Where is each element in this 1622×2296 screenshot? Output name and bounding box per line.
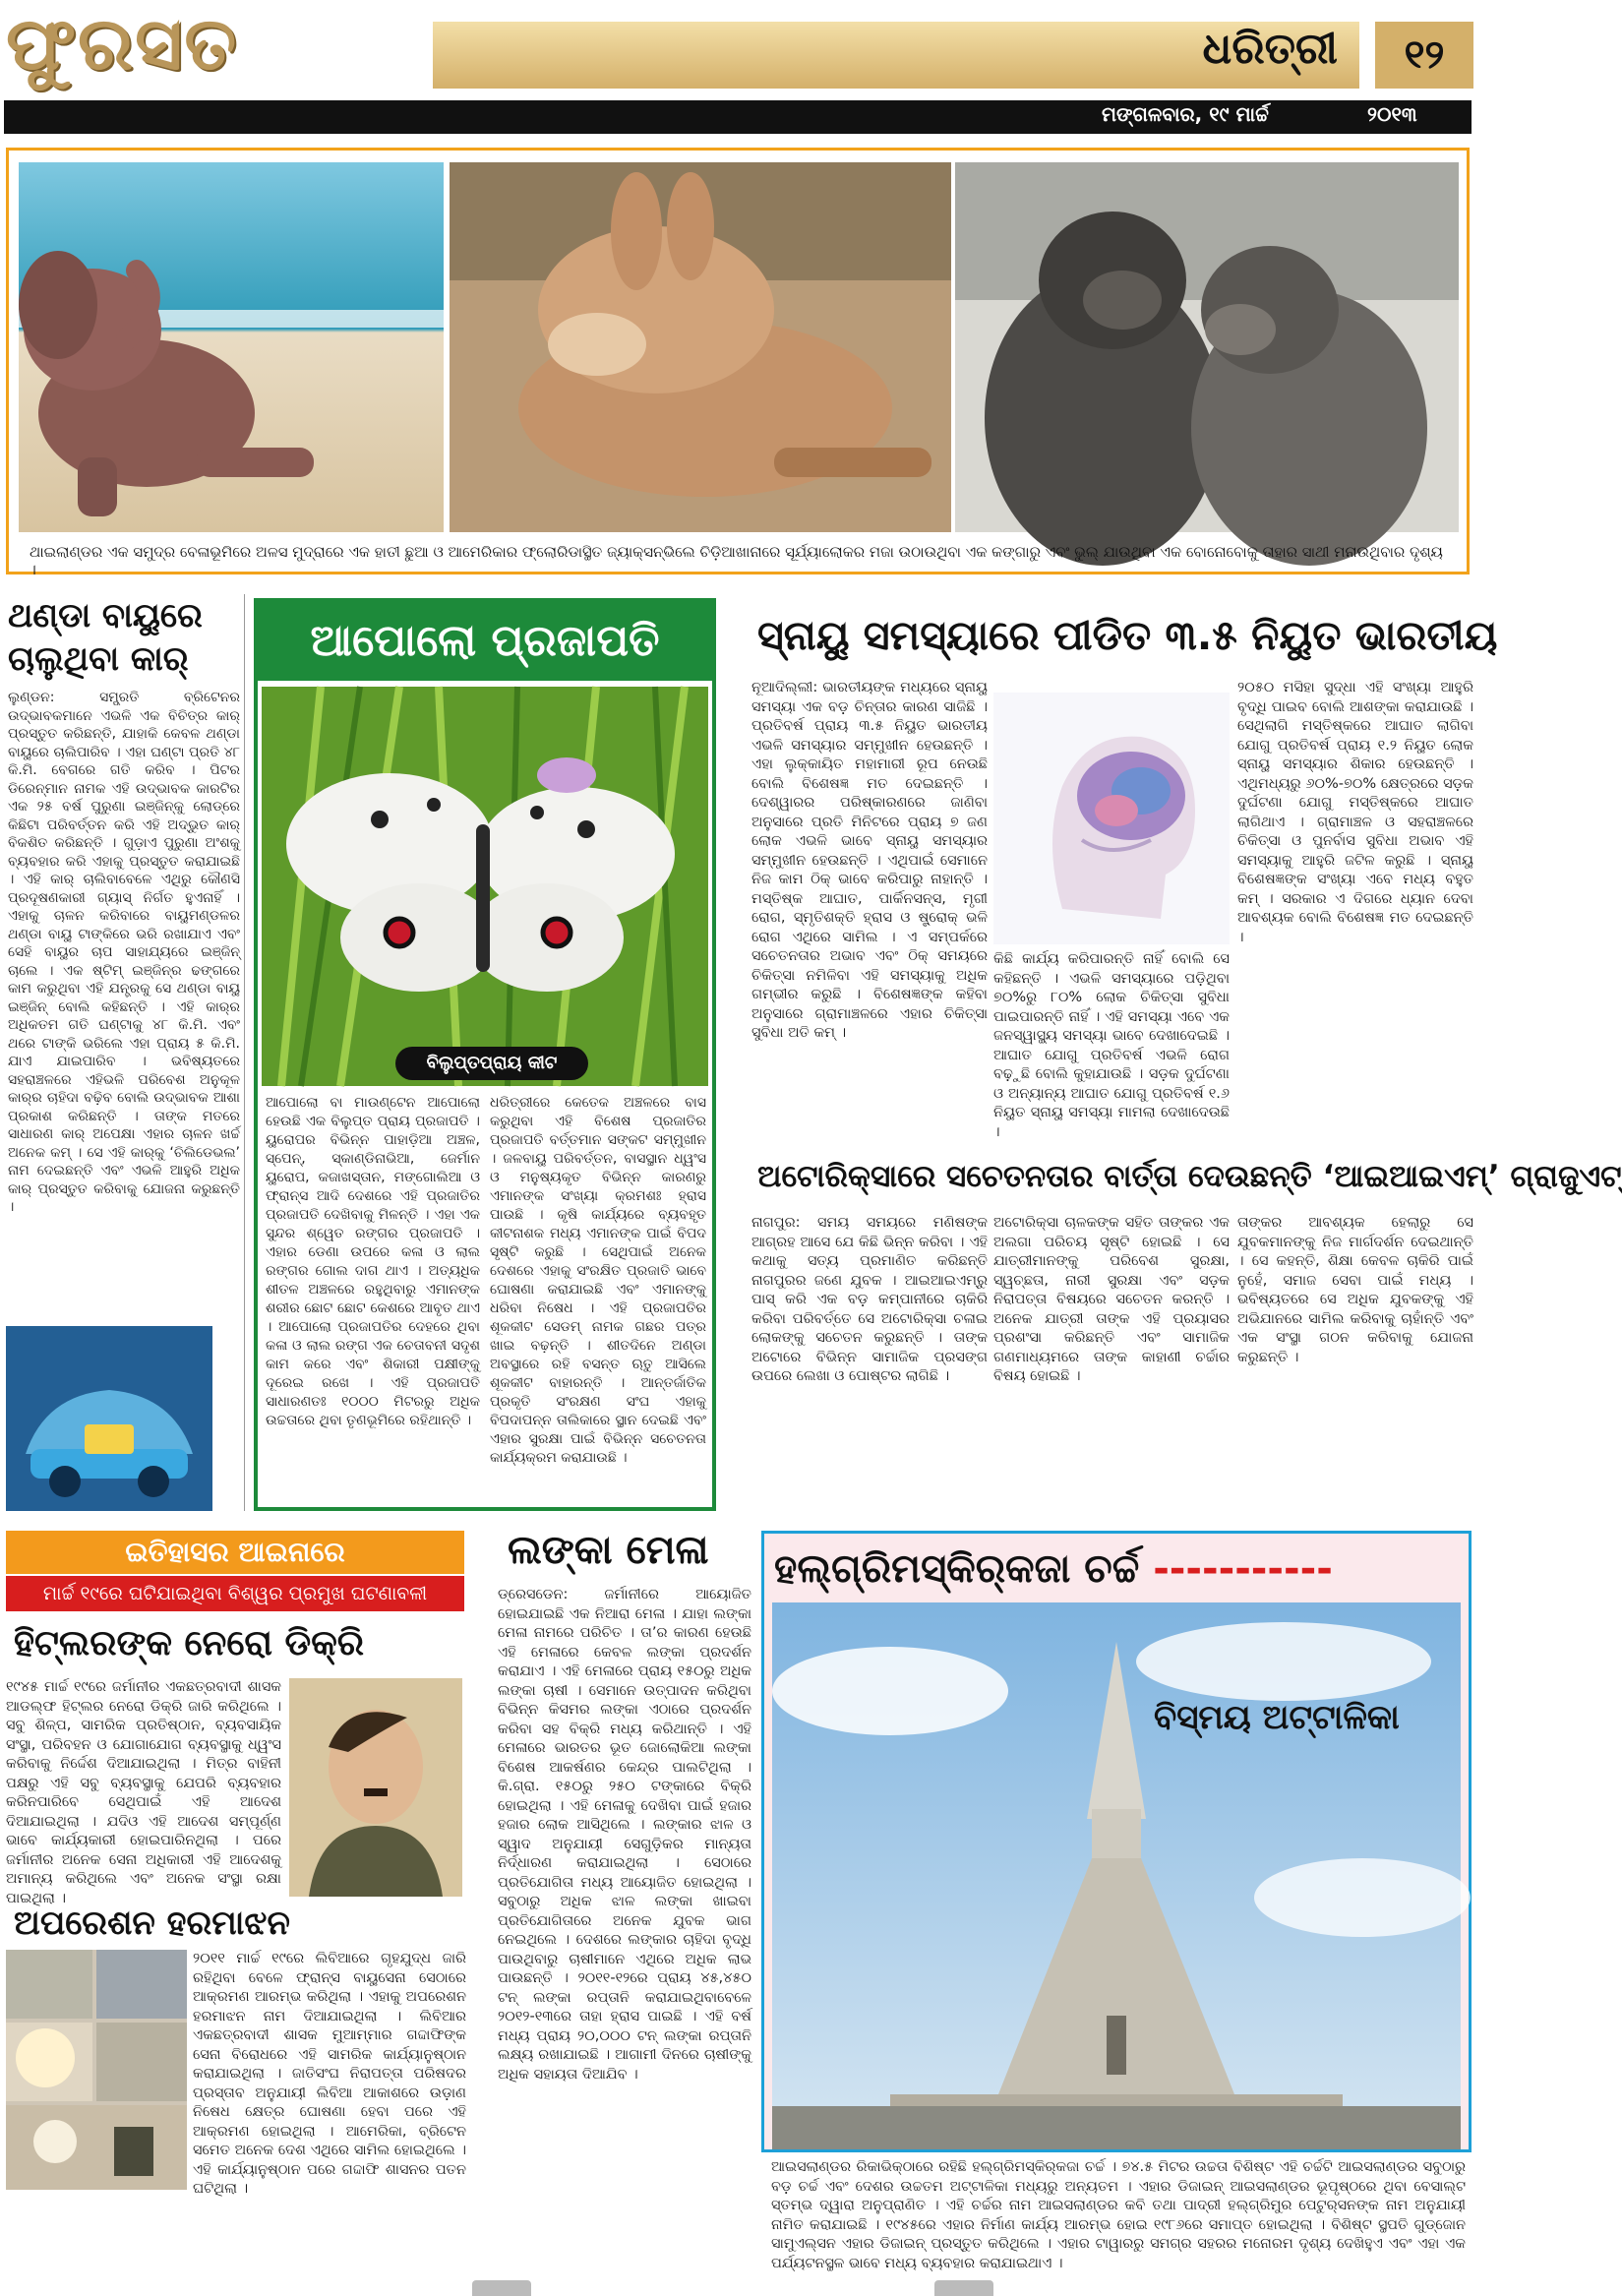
iim-body-col3: ତାଙ୍କର ଆବଶ୍ୟକ ହେଲାରୁ ସେ ଯୁବକମାନଙ୍କୁ ନିଜ ମାର୍ଗଦର୍ଶନ ଦେଇଥାନ୍ତି । ସେ କହନ୍ତି, ଶିକ୍ଷା କେବଳ ଚାକିରି ପାଇଁ ନୁହେଁ, ସମାଜ ସେବା ପାଇଁ ମଧ୍ୟ । ଭବିଷ୍ୟତରେ ସେ ଅଧିକ ଯୁବକଙ୍କୁ ଏହି ଅଭିଯାନରେ ସାମିଲ କରିବାକୁ ଚାହାଁନ୍ତି ଏବଂ ଏକ ସଂସ୍ଥା ଗଠନ କରିବାକୁ ଯୋଜନା କରୁଛନ୍ତି । [1237,1215,1473,1365]
footer-tab [934,2280,993,2296]
supplement-name: ଧରିତ୍ରୀ [1202,24,1338,74]
masthead-logo: ଫୁରସତ [6,2,239,87]
iim-headline: ଅଟୋରିକ୍ସାରେ ସଚେତନତାର ବାର୍ତ୍ତା ଦେଉଛନ୍ତି ‘ଆଇଆଇଏମ୍’ ଗ୍ରାଜୁଏଟ୍ [757,1159,1622,1194]
church-headline-dashes: ----------- [1153,1546,1333,1592]
butterfly-body-col2: ଧରିତ୍ରୀରେ କେତେକ ଅଞ୍ଚଳରେ ବାସ କରୁଥିବା ଏହି ବିଶେଷ ପ୍ରଜାତିର ପ୍ରଜାପତି ବର୍ତ୍ତମାନ ସଙ୍କଟ ସମ୍ମୁଖୀନ । ଜଳବାୟୁ ପରିବର୍ତ୍ତନ, ବାସସ୍ଥାନ ଧ୍ୱଂସ ଓ ମନୁଷ୍ୟକୃତ ବିଭିନ୍ନ କାରଣରୁ ଏମାନଙ୍କ ସଂଖ୍ୟା କ୍ରମଶଃ ହ୍ରାସ ପାଉଛି । କୃଷି କାର୍ଯ୍ୟରେ ବ୍ୟବହୃତ କୀଟନାଶକ ମଧ୍ୟ ଏମାନଙ୍କ ପାଇଁ ବିପଦ ସୃଷ୍ଟି କରୁଛି । ସେଥିପାଇଁ ଅନେକ ଦେଶରେ ଏହାକୁ ସଂରକ୍ଷିତ ପ୍ରଜାତି ଭାବେ ଘୋଷଣା କରାଯାଇଛି ଏବଂ ଏମାନଙ୍କୁ ଧରିବା ନିଷେଧ । ଏହି ପ୍ରଜାପତିର ଶୂକକୀଟ ସେଡମ୍ ନାମକ ଗଛର ପତ୍ର ଖାଇ ବଢ଼ନ୍ତି । ଶୀତଦିନେ ଅଣ୍ଡା ଅବସ୍ଥାରେ ରହି ବସନ୍ତ ଋତୁ ଆସିଲେ ଶୂକକୀଟ ବାହାରନ୍ତି । ଆନ୍ତର୍ଜାତିକ ପ୍ରକୃତି ସଂରକ୍ଷଣ ସଂଘ ଏହାକୁ ବିପଦାପନ୍ନ ତାଲିକାରେ ସ୍ଥାନ ଦେଇଛି ଏବଂ ଏହାର ସୁରକ୍ଷା ପାଇଁ ବିଭିନ୍ନ ସଚେତନତା କାର୍ଯ୍ୟକ୍ରମ କରାଯାଉଛି । [490,1095,706,1466]
issue-year: ୨୦୧୩ [1367,102,1417,126]
baby-elephant-photo [19,162,444,532]
hitler-portrait [289,1678,462,1897]
kangaroo-photo [450,162,951,532]
car-photo [6,1326,212,1511]
car-body: ଲୁଣ୍ଡନ: ସମ୍ପ୍ରତି ବ୍ରିଟେନର ଉଦ୍ଭାବକମାନେ ଏଭଳି ଏକ ବିଚିତ୍ର କାର୍ ପ୍ରସ୍ତୁତ କରିଛନ୍ତି, ଯାହାକି କେବଳ ଥଣ୍ଡା ବାୟୁରେ ଚାଲିପାରିବ । ଏହା ଘଣ୍ଟା ପ୍ରତି ୪୮ କି.ମି. ବେଗରେ ଗତି କରିବ । ପିଟର ଡିରେନ୍‌ମାନ ନାମକ ଏହି ଉଦ୍ଭାବକ କାରଟିର ଏକ ୨୫ ବର୍ଷ ପୁରୁଣା ଇଞ୍ଜିନ୍‌କୁ ଲୋଡ୍‌ରେ କିଛିଟା ପରିବର୍ତ୍ତନ କରି ଏହି ଅଦ୍ଭୁତ କାର୍ ବିକଶିତ କରିଛନ୍ତି । ଗୁଡ଼ାଏ ପୁରୁଣା ଅଂଶକୁ ବ୍ୟବହାର କରି ଏହାକୁ ପ୍ରସ୍ତୁତ କରାଯାଇଛି । ଏହି କାର୍ ଚାଲିବାବେଳେ ଏଥିରୁ କୌଣସି ପ୍ରଦୂଷଣକାରୀ ଗ୍ୟାସ୍ ନିର୍ଗତ ହୁଏନାହିଁ । ଏହାକୁ ଚାଳନ କରିବାରେ ବାୟୁମଣ୍ଡଳର ଥଣ୍ଡା ବାୟୁ ଟାଙ୍କିରେ ଭରି ରଖାଯାଏ ଏବଂ ସେହି ବାୟୁର ଚାପ ସାହାଯ୍ୟରେ ଇଞ୍ଜିନ୍ ଚାଲେ । ଏକ ଷ୍ଟିମ୍ ଇଞ୍ଜିନ୍‌ର ଢଙ୍ଗରେ କାମ କରୁଥିବା ଏହି ଯନ୍ତ୍ରକୁ ସେ ଥଣ୍ଡା ବାୟୁ ଇଞ୍ଜିନ୍ ବୋଲି କହିଛନ୍ତି । ଏହି କାର୍‌ର ଅଧିକତମ ଗତି ଘଣ୍ଟାକୁ ୪୮ କି.ମି. ଏବଂ ଥରେ ଟାଙ୍କି ଭରିଲେ ଏହା ପ୍ରାୟ ୫ କି.ମି. ଯାଏ ଯାଇପାରିବ । ଭବିଷ୍ୟତରେ ସହରାଞ୍ଚଳରେ ଏହିଭଳି ପରିବେଶ ଅନୁକୂଳ କାର୍‌ର ଚାହିଦା ବଢ଼ିବ ବୋଲି ଉଦ୍ଭାବକ ଆଶା ପ୍ରକାଶ କରିଛନ୍ତି । ତାଙ୍କ ମତରେ ସାଧାରଣ କାର୍ ଅପେକ୍ଷା ଏହାର ଚାଳନ ଖର୍ଚ୍ଚ ଅନେକ କମ୍ । ସେ ଏହି କାର୍‌କୁ ‘ଚିଲିଡେଭଲ’ ନାମ ଦେଇଛନ୍ତି ଏବଂ ଏଭଳି ଆହୁରି ଅଧିକ କାର୍ ପ୍ରସ୍ତୁତ କରିବାକୁ ଯୋଜନା କରୁଛନ୍ତି । [8,690,240,1215]
brain-illustration [993,693,1230,944]
footer-tab [472,2280,531,2296]
hitler-decree-body: ୧୯୪୫ ମାର୍ଚ୍ଚ ୧୯ରେ ଜର୍ମାନୀର ଏକଛତ୍ରବାଦୀ ଶାସକ ଆଡଲ୍ଫ ହିଟ୍‌ଲର ନେରୋ ଡିକ୍ରି ଜାରି କରିଥିଲେ । ସବୁ ଶିଳ୍ପ, ସାମରିକ ପ୍ରତିଷ୍ଠାନ, ବ୍ୟବସାୟିକ ସଂସ୍ଥା, ପରିବହନ ଓ ଯୋଗାଯୋଗ ବ୍ୟବସ୍ଥାକୁ ଧ୍ୱଂସ କରିବାକୁ ନିର୍ଦ୍ଦେଶ ଦିଆଯାଇଥିଲା । ମିତ୍ର ବାହିନୀ ପକ୍ଷରୁ ଏହି ସବୁ ବ୍ୟବସ୍ଥାକୁ ଯେପରି ବ୍ୟବହାର କରିନପାରିବେ ସେଥିପାଇଁ ଏହି ଆଦେଶ ଦିଆଯାଇଥିଲା । ଯଦିଓ ଏହି ଆଦେଶ ସମ୍ପୂର୍ଣ୍ଣ ଭାବେ କାର୍ଯ୍ୟକାରୀ ହୋଇପାରିନଥିଲା । ପରେ ଜର୍ମାନୀର ଅନେକ ସେନା ଅଧିକାରୀ ଏହି ଆଦେଶକୁ ଅମାନ୍ୟ କରିଥିଲେ ଏବଂ ଅନେକ ସଂସ୍ଥା ରକ୍ଷା ପାଇଥିଲା । [6,1679,281,1906]
photo-strip [6,148,1470,574]
bonobo-photo [955,162,1459,532]
history-section-title: ଇତିହାସର ଆଇନାରେ [6,1531,464,1574]
car-headline: ଥଣ୍ଡା ବାୟୁରେ ଚାଲୁଥିବା କାର୍ [8,596,203,679]
health-body-col2: କିଛି କାର୍ଯ୍ୟ କରିପାରନ୍ତି ନାହିଁ ବୋଲି ସେ କହିଛନ୍ତି । ଏଭଳି ସମସ୍ୟାରେ ପଡ଼ିଥିବା ୭୦%ରୁ ୮୦% ଲୋକ ଚିକିତ୍ସା ସୁବିଧା ପାଇପାରନ୍ତି ନାହିଁ । ଏହି ସମସ୍ୟା ଏବେ ଏକ ଜନସ୍ୱାସ୍ଥ୍ୟ ସମସ୍ୟା ଭାବେ ଦେଖାଦେଇଛି । ଆଘାତ ଯୋଗୁ ପ୍ରତିବର୍ଷ ଏଭଳି ରୋଗ ବଢ଼ୁଛି ବୋଲି କୁହାଯାଉଛି । ସଡ଼କ ଦୁର୍ଘଟଣା ଓ ଅନ୍ୟାନ୍ୟ ଆଘାତ ଯୋଗୁ ପ୍ରତିବର୍ଷ ୧.୬ ନିୟୁତ ସ୍ନାୟୁ ସମସ୍ୟା ମାମଲା ଦେଖାଦେଉଛି । [993,951,1230,1140]
butterfly-photo [262,687,708,1086]
church-headline: ହଲ୍‌ଗ୍ରିମସ୍କିର୍‌କଜା ଚର୍ଚ୍ଚ [774,1546,1140,1592]
iim-body-col1: ନାଗପୁର: ସମୟ ସମୟରେ ମଣିଷଙ୍କ ଆଗ୍ରହ ଆସେ ଯେ କିଛି ଭିନ୍ନ କରିବା । ଏହି କଥାକୁ ସତ୍ୟ ପ୍ରମାଣିତ କରିଛନ୍ତି ନାଗପୁରର ଜଣେ ଯୁବକ । ଆଇଆଇଏମ୍‌ରୁ ପାସ୍ କରି ଏକ ବଡ଼ କମ୍ପାନୀରେ ଚାକିରି କରିବା ପରିବର୍ତ୍ତେ ସେ ଅଟୋରିକ୍ସା ଚଳାଇ ଲୋକଙ୍କୁ ସଚେତନ କରୁଛନ୍ତି । ତାଙ୍କ ଅଟୋରେ ବିଭିନ୍ନ ସାମାଜିକ ପ୍ରସଙ୍ଗ ଉପରେ ଲେଖା ଓ ପୋଷ୍ଟର ଲାଗିଛି । [751,1215,988,1384]
butterfly-feature-box [254,598,716,1511]
page-number: ୧୨ [1375,22,1473,89]
operation-body: ୨୦୧୧ ମାର୍ଚ୍ଚ ୧୯ରେ ଲିବିଆରେ ଗୃହଯୁଦ୍ଧ ଜାରି ରହିଥିବା ବେଳେ ଫ୍ରାନ୍ସ ବାୟୁସେନା ସେଠାରେ ଆକ୍ରମଣ ଆରମ୍ଭ କରିଥିଲା । ଏହାକୁ ଅପରେଶନ ହରମାଝନ ନାମ ଦିଆଯାଇଥିଲା । ଲିବିଆର ଏକଛତ୍ରବାଦୀ ଶାସକ ମୁଆମ୍ମାର ଗଦ୍ଦାଫିଙ୍କ ସେନା ବିରୋଧରେ ଏହି ସାମରିକ କାର୍ଯ୍ୟାନୁଷ୍ଠାନ କରାଯାଇଥିଲା । ଜାତିସଂଘ ନିରାପତ୍ତା ପରିଷଦର ପ୍ରସ୍ତାବ ଅନୁଯାୟୀ ଲିବିଆ ଆକାଶରେ ଉଡ଼ାଣ ନିଷେଧ କ୍ଷେତ୍ର ଘୋଷଣା ହେବା ପରେ ଏହି ଆକ୍ରମଣ ହୋଇଥିଲା । ଆମେରିକା, ବ୍ରିଟେନ ସମେତ ଅନେକ ଦେଶ ଏଥିରେ ସାମିଲ ହୋଇଥିଲେ । ଏହି କାର୍ଯ୍ୟାନୁଷ୍ଠାନ ପରେ ଗଦ୍ଦାଫି ଶାସନର ପତନ ଘଟିଥିଲା । [193,1951,466,2197]
church-photo [772,1602,1461,2149]
church-body: ଆଇସଲାଣ୍ଡର ରିକାଭିକ୍‌ଠାରେ ରହିଛି ହଲ୍‌ଗ୍ରିମସ୍କିର୍‌କଜା ଚର୍ଚ୍ଚ । ୭୪.୫ ମିଟର ଉଚ୍ଚତା ବିଶିଷ୍ଟ ଏହି ଚର୍ଚ୍ଚଟି ଆଇସଲାଣ୍ଡର ସବୁଠାରୁ ବଡ଼ ଚର୍ଚ୍ଚ ଏବଂ ଦେଶର ଉଚ୍ଚତମ ଅଟ୍ଟାଳିକା ମଧ୍ୟରୁ ଅନ୍ୟତମ । ଏହାର ଡିଜାଇନ୍ ଆଇସଲାଣ୍ଡର ଭୂପୃଷ୍ଠରେ ଥିବା ବେସାଲ୍ଟ ସ୍ତମ୍ଭ ଦ୍ୱାରା ଅନୁପ୍ରାଣିତ । ଏହି ଚର୍ଚ୍ଚର ନାମ ଆଇସଲାଣ୍ଡର କବି ତଥା ପାଦ୍ରୀ ହଲ୍‌ଗ୍ରିମୁର ପେଟୁର୍‌ସନଙ୍କ ନାମ ଅନୁଯାୟୀ ନାମିତ କରାଯାଇଛି । ୧୯୪୫ରେ ଏହାର ନିର୍ମାଣ କାର୍ଯ୍ୟ ଆରମ୍ଭ ହୋଇ ୧୯୮୬ରେ ସମାପ୍ତ ହୋଇଥିଲା । ବିଶିଷ୍ଟ ସ୍ଥପତି ଗୁଡ୍‌ଜୋନ ସାମୁଏଲ୍‌ସନ ଏହାର ଡିଜାଇନ୍ ପ୍ରସ୍ତୁତ କରିଥିଲେ । ଏହାର ଟାୱାରରୁ ସମଗ୍ର ସହରର ମନୋରମ ଦୃଶ୍ୟ ଦେଖିହୁଏ ଏବଂ ଏହା ଏକ ପର୍ଯ୍ୟଟନସ୍ଥଳ ଭାବେ ମଧ୍ୟ ବ୍ୟବହାର କରାଯାଇଥାଏ । [771,2159,1466,2271]
column-rule [244,594,245,1511]
operation-title: ଅପରେଶନ ହରମାଝନ [14,1903,290,1943]
iim-body-col2: ଅଟୋରିକ୍ସା ଚାଳକଙ୍କ ସହିତ ତାଙ୍କର ଏକ ଅଲଗା ପରିଚୟ ସୃଷ୍ଟି ହୋଇଛି । ସେ ଯାତ୍ରୀମାନଙ୍କୁ ପରିବେଶ ସୁରକ୍ଷା, ସ୍ୱଚ୍ଛତା, ନାରୀ ସୁରକ୍ଷା ଏବଂ ସଡ଼କ ନିରାପତ୍ତା ବିଷୟରେ ସଚେତନ କରନ୍ତି । ଅନେକ ଯାତ୍ରୀ ତାଙ୍କ ଏହି ପ୍ରୟାସର ପ୍ରଶଂସା କରିଛନ୍ତି ଏବଂ ସାମାଜିକ ଗଣମାଧ୍ୟମରେ ତାଙ୍କ କାହାଣୀ ଚର୍ଚ୍ଚାର ବିଷୟ ହୋଇଛି । [993,1215,1230,1384]
butterfly-body-col1: ଆପୋଲୋ ବା ମାଉଣ୍ଟେନ ଆପୋଲୋ ହେଉଛି ଏକ ବିଲୁପ୍ତ ପ୍ରାୟ ପ୍ରଜାପତି । ୟୁରୋପର ବିଭିନ୍ନ ପାହାଡ଼ିଆ ଅଞ୍ଚଳ, ସ୍ପେନ୍, ସ୍କାଣ୍ଡିନାଭିଆ, ଜେର୍ମାନ ୟୁରୋପ, କଜାଖସ୍ତାନ, ମଙ୍ଗୋଲିଆ ଓ ଫ୍ରାନ୍ସ ଆଦି ଦେଶରେ ଏହି ପ୍ରଜାତିର ପ୍ରଜାପତି ଦେଖିବାକୁ ମିଳନ୍ତି । ଏହା ଏକ ସୁନ୍ଦର ଶ୍ୱେତ ରଙ୍ଗର ପ୍ରଜାପତି । ଏହାର ଡେଣା ଉପରେ କଳା ଓ ଲାଲ ରଙ୍ଗର ଗୋଲ ଦାଗ ଥାଏ । ଅତ୍ୟଧିକ ଶୀତଳ ଅଞ୍ଚଳରେ ରହୁଥିବାରୁ ଏମାନଙ୍କ ଶରୀର ଛୋଟ ଛୋଟ କେଶରେ ଆବୃତ ଥାଏ । ଆପୋଲୋ ପ୍ରଜାପତିର ଦେହରେ ଥିବା କଳା ଓ ଲାଲ ରଙ୍ଗ ଏକ ଚେତାବନୀ ସଦୃଶ କାମ କରେ ଏବଂ ଶିକାରୀ ପକ୍ଷୀଙ୍କୁ ଦୂରେଇ ରଖେ । ଏହି ପ୍ରଜାପତି ସାଧାରଣତଃ ୧୦୦୦ ମିଟରରୁ ଅଧିକ ଉଚ୍ଚତାରେ ଥିବା ତୃଣଭୂମିରେ ରହିଥାନ୍ତି । [266,1095,480,1428]
church-feature-box [761,1531,1472,2152]
health-body-col3: ୨୦୫୦ ମସିହା ସୁଦ୍ଧା ଏହି ସଂଖ୍ୟା ଆହୁରି ବୃଦ୍ଧି ପାଇବ ବୋଲି ଆଶଙ୍କା କରାଯାଉଛି । ସେଥିଲାଗି ମସ୍ତିଷ୍କରେ ଆଘାତ ଲାଗିବା ଯୋଗୁ ପ୍ରତିବର୍ଷ ପ୍ରାୟ ୧.୨ ନିୟୁତ ଲୋକ ସ୍ନାୟୁ ସମସ୍ୟାର ଶିକାର ହେଉଛନ୍ତି । ଏଥିମଧ୍ୟରୁ ୬୦%-୭୦% କ୍ଷେତ୍ରରେ ସଡ଼କ ଦୁର୍ଘଟଣା ଯୋଗୁ ମସ୍ତିଷ୍କରେ ଆଘାତ ଲାଗିଥାଏ । ଗ୍ରାମାଞ୍ଚଳ ଓ ସହରାଞ୍ଚଳରେ ଚିକିତ୍ସା ଓ ପୁନର୍ବାସ ସୁବିଧା ଅଭାବ ଏହି ସମସ୍ୟାକୁ ଆହୁରି ଜଟିଳ କରୁଛି । ସ୍ନାୟୁ ବିଶେଷଜ୍ଞଙ୍କ ସଂଖ୍ୟା ଏବେ ମଧ୍ୟ ବହୁତ କମ୍ । ସରକାର ଏ ଦିଗରେ ଧ୍ୟାନ ଦେବା ଆବଶ୍ୟକ ବୋଲି ବିଶେଷଜ୍ଞ ମତ ଦେଇଛନ୍ତି । [1237,680,1473,945]
lanka-body: ଡ୍ରେସଡେନ: ଜର୍ମାନୀରେ ଆୟୋଜିତ ହୋଇଯାଇଛି ଏକ ନିଆରା ମେଳା । ଯାହା ଲଙ୍କା ମେଳା ନାମରେ ପରିଚିତ । ତା’ର କାରଣ ହେଉଛି ଏହି ମେଳାରେ କେବଳ ଲଙ୍କା ପ୍ରଦର୍ଶନ କରାଯାଏ । ଏହି ମେଳାରେ ପ୍ରାୟ ୧୫୦ରୁ ଅଧିକ ଲଙ୍କା ଚାଷୀ । ସେମାନେ ଉତ୍ପାଦନ କରିଥିବା ବିଭିନ୍ନ କିସମର ଲଙ୍କା ଏଠାରେ ପ୍ରଦର୍ଶନ କରିବା ସହ ବିକ୍ରି ମଧ୍ୟ କରିଥାନ୍ତି । ଏହି ମେଳାରେ ଭାରତର ଭୂତ ଜୋଲୋକିଆ ଲଙ୍କା ବିଶେଷ ଆକର୍ଷଣର କେନ୍ଦ୍ର ପାଲଟିଥିଲା । କି.ଗ୍ରା. ୧୫୦ରୁ ୨୫୦ ଟଙ୍କାରେ ବିକ୍ରି ହୋଇଥିଲା । ଏହି ମେଳାକୁ ଦେଖିବା ପାଇଁ ହଜାର ହଜାର ଲୋକ ଆସିଥିଲେ । ଲଙ୍କାର ଝାଳ ଓ ସ୍ୱାଦ ଅନୁଯାୟୀ ସେଗୁଡ଼ିକର ମାନ୍ୟତା ନିର୍ଦ୍ଧାରଣ କରାଯାଇଥିଲା । ସେଠାରେ ପ୍ରତିଯୋଗିତା ମଧ୍ୟ ଆୟୋଜିତ ହୋଇଥିଲା । ସବୁଠାରୁ ଅଧିକ ଝାଳ ଲଙ୍କା ଖାଇବା ପ୍ରତିଯୋଗିତାରେ ଅନେକ ଯୁବକ ଭାଗ ନେଇଥିଲେ । ଦେଶରେ ଲଙ୍କାର ଚାହିଦା ବୃଦ୍ଧି ପାଉଥିବାରୁ ଚାଷୀମାନେ ଏଥିରେ ଅଧିକ ଲାଭ ପାଉଛନ୍ତି । ୨୦୧୧-୧୨ରେ ପ୍ରାୟ ୪୫,୪୫୦ ଟନ୍ ଲଙ୍କା ରପ୍ତାନି କରାଯାଇଥିବାବେଳେ ୨୦୧୨-୧୩ରେ ତାହା ହ୍ରାସ ପାଇଛି । ଏହି ବର୍ଷ ମଧ୍ୟ ପ୍ରାୟ ୨୦,୦୦୦ ଟନ୍ ଲଙ୍କା ରପ୍ତାନି ଲକ୍ଷ୍ୟ ରଖାଯାଇଛି । ଆଗାମୀ ଦିନରେ ଚାଷୀଙ୍କୁ ଅଧିକ ସହାୟତା ଦିଆଯିବ । [498,1587,751,2083]
libya-war-photos [6,1950,187,2190]
endangered-label: ବିଲୁପ୍ତପ୍ରାୟ କୀଟ [395,1047,588,1080]
church-headline-row [774,1541,1463,1597]
history-section-subtitle: ମାର୍ଚ୍ଚ ୧୯ରେ ଘଟିଯାଇଥିବା ବିଶ୍ୱର ପ୍ରମୁଖ ଘଟଣାବଳୀ [6,1576,464,1611]
health-body-col1: ନୂଆଦିଲ୍ଲୀ: ଭାରତୀୟଙ୍କ ମଧ୍ୟରେ ସ୍ନାୟୁ ସମସ୍ୟା ଏକ ବଡ଼ ଚିନ୍ତାର କାରଣ ସାଜିଛି । ପ୍ରତିବର୍ଷ ପ୍ରାୟ ୩.୫ ନିୟୁତ ଭାରତୀୟ ଏଭଳି ସମସ୍ୟାର ସମ୍ମୁଖୀନ ହେଉଛନ୍ତି । ଏହା ଲୁକ୍କାୟିତ ମହାମାରୀ ରୂପ ନେଉଛି ବୋଲି ବିଶେଷଜ୍ଞ ମତ ଦେଇଛନ୍ତି । ଦେଶ୍ୱାରର ପରିଷ୍କାରଣରେ ଜାଣିବା ଅନୁସାରେ ପ୍ରତି ମିନିଟରେ ପ୍ରାୟ ୭ ଜଣ ଲୋକ ଏଭଳି ଭାବେ ସ୍ନାୟୁ ସମସ୍ୟାର ସମ୍ମୁଖୀନ ହେଉଛନ୍ତି । ଏଥିପାଇଁ ସେମାନେ ନିଜ କାମ ଠିକ୍ ଭାବେ କରିପାରୁ ନାହାନ୍ତି । ମସ୍ତିଷ୍କ ଆଘାତ, ପାର୍କିନସନ୍ସ, ମୃଗୀ ରୋଗ, ସ୍ମୃତିଶକ୍ତି ହ୍ରାସ ଓ ଷ୍ଟ୍ରୋକ୍ ଭଳି ରୋଗ ଏଥିରେ ସାମିଲ । ଏ ସମ୍ପର୍କରେ ସଚେତନତାର ଅଭାବ ଏବଂ ଠିକ୍ ସମୟରେ ଚିକିତ୍ସା ନମିଳିବା ଏହି ସମସ୍ୟାକୁ ଅଧିକ ଗମ୍ଭୀର କରୁଛି । ବିଶେଷଜ୍ଞଙ୍କ କହିବା ଅନୁସାରେ ଗ୍ରାମାଞ୍ଚଳରେ ଏହାର ଚିକିତ୍ସା ସୁବିଧା ଅତି କମ୍ । [751,680,988,1041]
issue-date: ମଙ୍ଗଳବାର, ୧୯ ମାର୍ଚ୍ଚ [1102,102,1269,126]
hitler-decree-title: ହିଟ୍‌ଲରଙ୍କ ନେରୋ ଡିକ୍ରି [14,1623,365,1663]
photo-caption: ଥାଇଲାଣ୍ଡର ଏକ ସମୁଦ୍ର ବେଳାଭୂମିରେ ଅଳସ ମୁଦ୍ରାରେ ଏକ ହାତୀ ଛୁଆ ଓ ଆମେରିକାର ଫ୍ଲୋରିଡାସ୍ଥିତ ଜ୍ୟାକ୍‌ସନ୍‌ଭିଲେ ଚିଡ଼ିଆଖାନାରେ ସୂର୍ଯ୍ୟାଲୋକର ମଜା ଉଠାଉଥିବା ଏକ କଙ୍ଗାରୁ ଏବଂ ଭୁଲ୍ ଯାଉଥିବା ଏକ ବୋନୋବୋକୁ ତାହାର ସାଥୀ ମନାଉଥିବାର ଦୃଶ୍ୟ । [30,543,1443,578]
lanka-headline: ଲଙ୍କା ମେଳା [508,1528,709,1573]
church-photo-label: ବିସ୍ମୟ ଅଟ୍ଟାଳିକା [1154,1698,1400,1737]
butterfly-headline: ଆପୋଲୋ ପ୍ରଜାପତି [258,602,712,681]
health-headline: ସ୍ନାୟୁ ସମସ୍ୟାରେ ପୀଡିତ ୩.୫ ନିୟୁତ ଭାରତୀୟ [757,612,1498,659]
